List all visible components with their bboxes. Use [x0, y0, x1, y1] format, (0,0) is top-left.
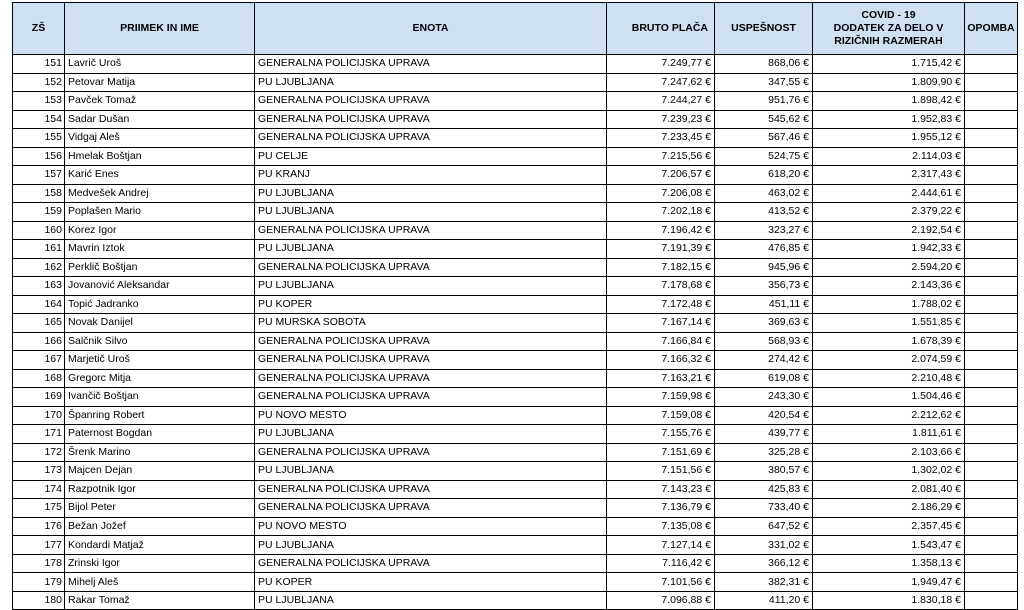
table-row — [13, 480, 1018, 499]
cell-covid: 1.898,42 € — [813, 92, 965, 111]
cell-note — [965, 573, 1018, 592]
cell-note — [965, 110, 1018, 129]
cell-gross: 7.136,79 € — [607, 499, 715, 518]
cell-unit: PU LJUBLJANA — [255, 73, 607, 92]
cell-name: Topić Jadranko — [65, 295, 255, 314]
cell-performance: 951,76 € — [715, 92, 813, 111]
cell-unit: PU LJUBLJANA — [255, 277, 607, 296]
cell-performance: 568,93 € — [715, 332, 813, 351]
cell-unit: GENERALNA POLICIJSKA UPRAVA — [255, 332, 607, 351]
cell-zs: 179 — [13, 573, 65, 592]
cell-gross: 7.101,56 € — [607, 573, 715, 592]
cell-name: Lavrič Uroš — [65, 55, 255, 74]
cell-performance: 451,11 € — [715, 295, 813, 314]
cell-note — [965, 536, 1018, 555]
cell-performance: 382,31 € — [715, 573, 813, 592]
table-row — [13, 55, 1018, 74]
cell-note — [965, 591, 1018, 610]
cell-performance: 945,96 € — [715, 258, 813, 277]
table-row — [13, 277, 1018, 296]
cell-note — [965, 462, 1018, 481]
cell-note — [965, 203, 1018, 222]
cell-note — [965, 332, 1018, 351]
cell-unit: GENERALNA POLICIJSKA UPRAVA — [255, 129, 607, 148]
cell-performance: 420,54 € — [715, 406, 813, 425]
cell-name: Majcen Dejan — [65, 462, 255, 481]
cell-name: Sadar Dušan — [65, 110, 255, 129]
table-row — [13, 92, 1018, 111]
cell-zs: 169 — [13, 388, 65, 407]
table-row — [13, 554, 1018, 573]
cell-zs: 175 — [13, 499, 65, 518]
cell-unit: PU KOPER — [255, 573, 607, 592]
cell-note — [965, 129, 1018, 148]
cell-performance: 366,12 € — [715, 554, 813, 573]
cell-covid: 2.379,22 € — [813, 203, 965, 222]
cell-zs: 170 — [13, 406, 65, 425]
table-row — [13, 536, 1018, 555]
cell-note — [965, 92, 1018, 111]
cell-unit: GENERALNA POLICIJSKA UPRAVA — [255, 443, 607, 462]
cell-zs: 157 — [13, 166, 65, 185]
cell-note — [965, 240, 1018, 259]
cell-gross: 7.182,15 € — [607, 258, 715, 277]
cell-name: Mavrin Iztok — [65, 240, 255, 259]
cell-performance: 369,63 € — [715, 314, 813, 333]
salary-table-container — [12, 2, 1018, 610]
cell-name: Vidgaj Aleš — [65, 129, 255, 148]
table-row — [13, 591, 1018, 610]
cell-performance: 323,27 € — [715, 221, 813, 240]
table-row — [13, 110, 1018, 129]
cell-gross: 7.135,08 € — [607, 517, 715, 536]
cell-gross: 7.249,77 € — [607, 55, 715, 74]
cell-zs: 180 — [13, 591, 65, 610]
cell-name: Mihelj Aleš — [65, 573, 255, 592]
header-gross: BRUTO PLAČA — [607, 3, 715, 55]
cell-gross: 7.155,76 € — [607, 425, 715, 444]
cell-name: Pavček Tomaž — [65, 92, 255, 111]
cell-zs: 154 — [13, 110, 65, 129]
cell-name: Kondardi Matjaž — [65, 536, 255, 555]
cell-covid: 1.952,83 € — [813, 110, 965, 129]
cell-zs: 151 — [13, 55, 65, 74]
cell-zs: 161 — [13, 240, 65, 259]
cell-note — [965, 406, 1018, 425]
header-covid-line1: COVID - 19 — [861, 9, 916, 21]
cell-name: Razpotnik Igor — [65, 480, 255, 499]
cell-unit: PU LJUBLJANA — [255, 425, 607, 444]
cell-unit: PU LJUBLJANA — [255, 536, 607, 555]
cell-zs: 171 — [13, 425, 65, 444]
salary-table — [12, 2, 1018, 610]
cell-performance: 567,46 € — [715, 129, 813, 148]
cell-performance: 243,30 € — [715, 388, 813, 407]
cell-performance: 425,83 € — [715, 480, 813, 499]
table-row — [13, 573, 1018, 592]
cell-note — [965, 425, 1018, 444]
header-zs: ZŠ — [13, 3, 65, 55]
cell-zs: 176 — [13, 517, 65, 536]
cell-zs: 160 — [13, 221, 65, 240]
cell-covid: 1.302,02 € — [813, 462, 965, 481]
cell-note — [965, 258, 1018, 277]
table-row — [13, 425, 1018, 444]
cell-name: Paternost Bogdan — [65, 425, 255, 444]
cell-unit: PU MURSKA SOBOTA — [255, 314, 607, 333]
cell-gross: 7.215,56 € — [607, 147, 715, 166]
cell-unit: PU NOVO MESTO — [255, 406, 607, 425]
cell-zs: 178 — [13, 554, 65, 573]
cell-covid: 1.543,47 € — [813, 536, 965, 555]
cell-performance: 476,85 € — [715, 240, 813, 259]
cell-covid: 2.210,48 € — [813, 369, 965, 388]
table-row — [13, 129, 1018, 148]
cell-zs: 174 — [13, 480, 65, 499]
cell-gross: 7.191,39 € — [607, 240, 715, 259]
cell-unit: PU LJUBLJANA — [255, 462, 607, 481]
header-performance: USPEŠNOST — [715, 3, 813, 55]
table-row — [13, 221, 1018, 240]
cell-name: Salčnik Silvo — [65, 332, 255, 351]
table-row — [13, 258, 1018, 277]
cell-gross: 7.239,23 € — [607, 110, 715, 129]
cell-gross: 7.151,56 € — [607, 462, 715, 481]
cell-name: Gregorc Mitja — [65, 369, 255, 388]
table-row — [13, 166, 1018, 185]
cell-name: Medvešek Andrej — [65, 184, 255, 203]
cell-note — [965, 277, 1018, 296]
cell-unit: GENERALNA POLICIJSKA UPRAVA — [255, 554, 607, 573]
cell-performance: 411,20 € — [715, 591, 813, 610]
cell-name: Korez Igor — [65, 221, 255, 240]
cell-note — [965, 443, 1018, 462]
cell-unit: PU LJUBLJANA — [255, 591, 607, 610]
cell-name: Šrenk Marino — [65, 443, 255, 462]
cell-zs: 162 — [13, 258, 65, 277]
cell-performance: 545,62 € — [715, 110, 813, 129]
cell-performance: 356,73 € — [715, 277, 813, 296]
table-row — [13, 314, 1018, 333]
cell-unit: GENERALNA POLICIJSKA UPRAVA — [255, 499, 607, 518]
cell-unit: PU LJUBLJANA — [255, 240, 607, 259]
cell-unit: GENERALNA POLICIJSKA UPRAVA — [255, 351, 607, 370]
cell-note — [965, 314, 1018, 333]
table-row — [13, 462, 1018, 481]
cell-performance: 619,08 € — [715, 369, 813, 388]
table-row — [13, 499, 1018, 518]
table-header-row — [13, 3, 1018, 55]
cell-covid: 2.114,03 € — [813, 147, 965, 166]
table-row — [13, 406, 1018, 425]
cell-zs: 166 — [13, 332, 65, 351]
header-note: OPOMBA — [965, 3, 1018, 55]
cell-covid: 1.949,47 € — [813, 573, 965, 592]
cell-gross: 7.247,62 € — [607, 73, 715, 92]
cell-unit: GENERALNA POLICIJSKA UPRAVA — [255, 92, 607, 111]
table-row — [13, 443, 1018, 462]
table-row — [13, 184, 1018, 203]
cell-gross: 7.151,69 € — [607, 443, 715, 462]
cell-zs: 155 — [13, 129, 65, 148]
cell-zs: 172 — [13, 443, 65, 462]
cell-covid: 2.192,54 € — [813, 221, 965, 240]
header-covid-line2: DODATEK ZA DELO V — [833, 22, 944, 34]
cell-gross: 7.244,27 € — [607, 92, 715, 111]
table-row — [13, 369, 1018, 388]
cell-covid: 2.143,36 € — [813, 277, 965, 296]
cell-gross: 7.143,23 € — [607, 480, 715, 499]
cell-name: Perklič Boštjan — [65, 258, 255, 277]
cell-gross: 7.159,98 € — [607, 388, 715, 407]
cell-performance: 380,57 € — [715, 462, 813, 481]
cell-zs: 152 — [13, 73, 65, 92]
cell-zs: 158 — [13, 184, 65, 203]
cell-covid: 1.809,90 € — [813, 73, 965, 92]
table-body — [13, 55, 1018, 610]
cell-covid: 2.074,59 € — [813, 351, 965, 370]
header-covid-line3: RIZIČNIH RAZMERAH — [834, 35, 943, 47]
cell-name: Karić Enes — [65, 166, 255, 185]
cell-zs: 156 — [13, 147, 65, 166]
cell-name: Bežan Jožef — [65, 517, 255, 536]
cell-unit: PU LJUBLJANA — [255, 203, 607, 222]
cell-note — [965, 388, 1018, 407]
cell-gross: 7.127,14 € — [607, 536, 715, 555]
cell-note — [965, 499, 1018, 518]
cell-unit: GENERALNA POLICIJSKA UPRAVA — [255, 369, 607, 388]
cell-zs: 177 — [13, 536, 65, 555]
cell-covid: 2.357,45 € — [813, 517, 965, 536]
table-row — [13, 351, 1018, 370]
cell-zs: 168 — [13, 369, 65, 388]
cell-note — [965, 166, 1018, 185]
cell-note — [965, 369, 1018, 388]
cell-covid: 1.955,12 € — [813, 129, 965, 148]
cell-name: Bijol Peter — [65, 499, 255, 518]
cell-note — [965, 147, 1018, 166]
cell-unit: PU NOVO MESTO — [255, 517, 607, 536]
cell-performance: 413,52 € — [715, 203, 813, 222]
table-row — [13, 332, 1018, 351]
cell-zs: 173 — [13, 462, 65, 481]
cell-note — [965, 73, 1018, 92]
cell-unit: PU CELJE — [255, 147, 607, 166]
cell-name: Novak Danijel — [65, 314, 255, 333]
cell-performance: 274,42 € — [715, 351, 813, 370]
cell-gross: 7.096,88 € — [607, 591, 715, 610]
cell-zs: 165 — [13, 314, 65, 333]
cell-zs: 153 — [13, 92, 65, 111]
cell-performance: 347,55 € — [715, 73, 813, 92]
cell-name: Španring Robert — [65, 406, 255, 425]
cell-gross: 7.172,48 € — [607, 295, 715, 314]
table-row — [13, 388, 1018, 407]
cell-covid: 2.103,66 € — [813, 443, 965, 462]
cell-performance: 733,40 € — [715, 499, 813, 518]
cell-name: Marjetič Uroš — [65, 351, 255, 370]
cell-zs: 159 — [13, 203, 65, 222]
table-row — [13, 295, 1018, 314]
cell-performance: 439,77 € — [715, 425, 813, 444]
cell-note — [965, 351, 1018, 370]
cell-note — [965, 184, 1018, 203]
cell-name: Rakar Tomaž — [65, 591, 255, 610]
cell-unit: GENERALNA POLICIJSKA UPRAVA — [255, 55, 607, 74]
cell-name: Ivančič Boštjan — [65, 388, 255, 407]
cell-gross: 7.167,14 € — [607, 314, 715, 333]
cell-covid: 1.504,46 € — [813, 388, 965, 407]
table-row — [13, 517, 1018, 536]
cell-performance: 463,02 € — [715, 184, 813, 203]
cell-name: Zrinski Igor — [65, 554, 255, 573]
cell-covid: 2.081,40 € — [813, 480, 965, 499]
cell-note — [965, 554, 1018, 573]
cell-name: Poplašen Mario — [65, 203, 255, 222]
table-row — [13, 73, 1018, 92]
cell-performance: 331,02 € — [715, 536, 813, 555]
cell-gross: 7.206,57 € — [607, 166, 715, 185]
cell-covid: 2.444,61 € — [813, 184, 965, 203]
cell-note — [965, 517, 1018, 536]
cell-unit: PU LJUBLJANA — [255, 184, 607, 203]
cell-name: Petovar Matija — [65, 73, 255, 92]
cell-unit: GENERALNA POLICIJSKA UPRAVA — [255, 388, 607, 407]
header-covid — [813, 3, 965, 55]
cell-note — [965, 480, 1018, 499]
cell-gross: 7.163,21 € — [607, 369, 715, 388]
cell-covid: 2.212,62 € — [813, 406, 965, 425]
cell-covid: 1.788,02 € — [813, 295, 965, 314]
cell-unit: PU KRANJ — [255, 166, 607, 185]
cell-covid: 1.551,85 € — [813, 314, 965, 333]
cell-gross: 7.233,45 € — [607, 129, 715, 148]
cell-zs: 164 — [13, 295, 65, 314]
table-row — [13, 203, 1018, 222]
cell-gross: 7.116,42 € — [607, 554, 715, 573]
cell-name: Jovanović Aleksandar — [65, 277, 255, 296]
cell-name: Hmelak Boštjan — [65, 147, 255, 166]
cell-unit: GENERALNA POLICIJSKA UPRAVA — [255, 221, 607, 240]
cell-performance: 524,75 € — [715, 147, 813, 166]
cell-unit: GENERALNA POLICIJSKA UPRAVA — [255, 480, 607, 499]
cell-zs: 167 — [13, 351, 65, 370]
cell-covid: 1.830,18 € — [813, 591, 965, 610]
cell-gross: 7.159,08 € — [607, 406, 715, 425]
table-row — [13, 240, 1018, 259]
cell-covid: 1.811,61 € — [813, 425, 965, 444]
cell-note — [965, 221, 1018, 240]
header-name: PRIIMEK IN IME — [65, 3, 255, 55]
cell-gross: 7.178,68 € — [607, 277, 715, 296]
cell-unit: PU KOPER — [255, 295, 607, 314]
cell-performance: 868,06 € — [715, 55, 813, 74]
cell-unit: GENERALNA POLICIJSKA UPRAVA — [255, 258, 607, 277]
cell-performance: 647,52 € — [715, 517, 813, 536]
cell-covid: 2.317,43 € — [813, 166, 965, 185]
cell-covid: 2.186,29 € — [813, 499, 965, 518]
cell-covid: 1.358,13 € — [813, 554, 965, 573]
table-row — [13, 147, 1018, 166]
cell-gross: 7.202,18 € — [607, 203, 715, 222]
cell-unit: GENERALNA POLICIJSKA UPRAVA — [255, 110, 607, 129]
cell-zs: 163 — [13, 277, 65, 296]
cell-covid: 1.942,33 € — [813, 240, 965, 259]
cell-gross: 7.166,32 € — [607, 351, 715, 370]
cell-gross: 7.196,42 € — [607, 221, 715, 240]
cell-gross: 7.166,84 € — [607, 332, 715, 351]
cell-covid: 2.594,20 € — [813, 258, 965, 277]
cell-note — [965, 55, 1018, 74]
cell-covid: 1.678,39 € — [813, 332, 965, 351]
header-unit: ENOTA — [255, 3, 607, 55]
cell-note — [965, 295, 1018, 314]
cell-covid: 1.715,42 € — [813, 55, 965, 74]
cell-performance: 618,20 € — [715, 166, 813, 185]
cell-gross: 7.206,08 € — [607, 184, 715, 203]
cell-performance: 325,28 € — [715, 443, 813, 462]
